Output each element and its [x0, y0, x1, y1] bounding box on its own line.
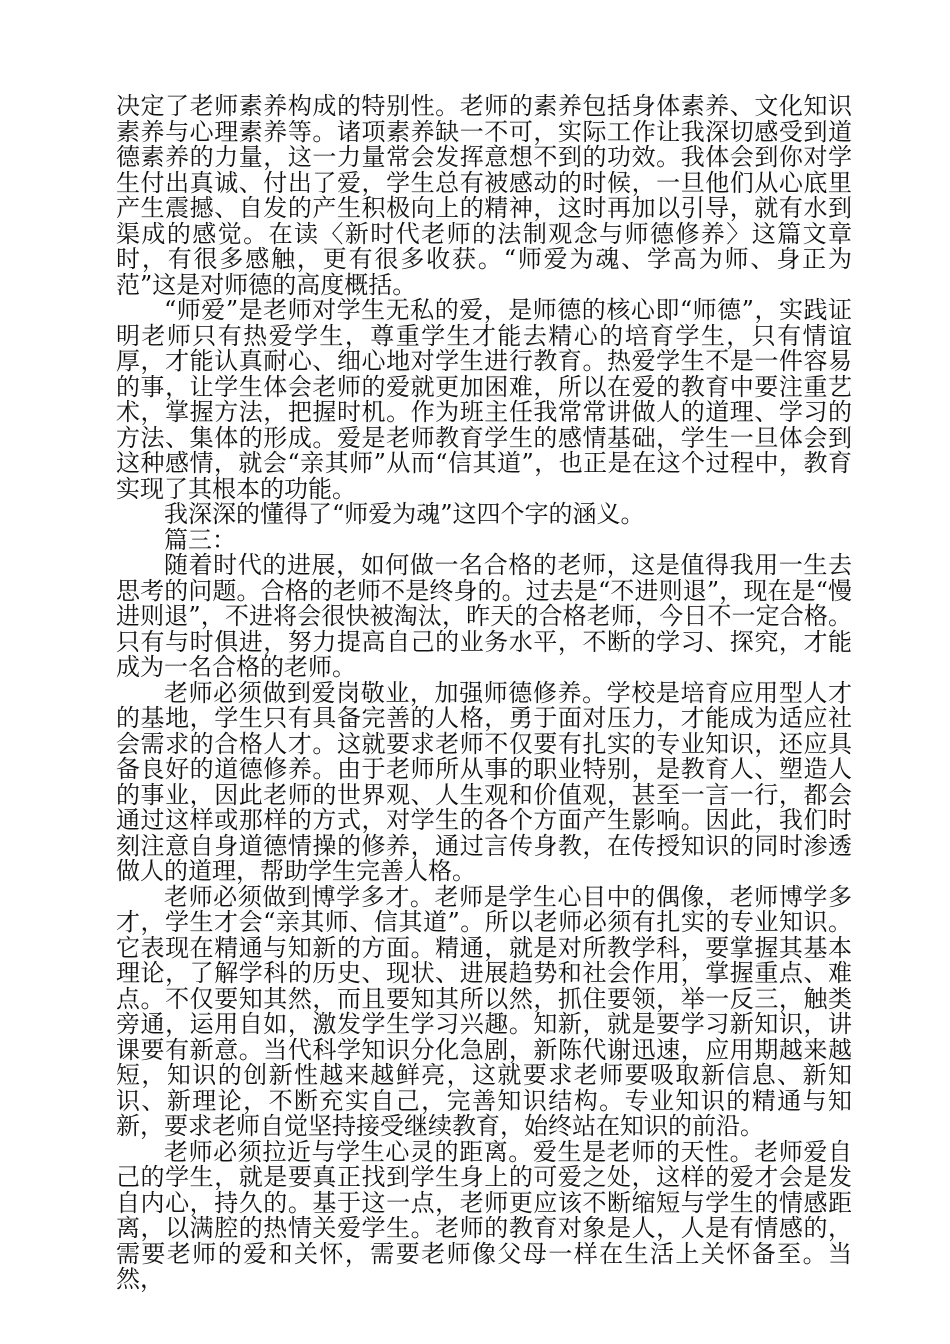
paragraph-knowledge: 老师必须做到博学多才。老师是学生心目中的偶像，老师博学多才，学生才会“亲其师、信其道”。所以老师必须有扎实的专业知识。它表现在精通与知新的方面。精通，就是对所教学科，要掌握其基本理论，了解学科的历史、现状、进展趋势和社会作用，掌握重点、难点。不仅要知其然，而且要知其所以然，抓住要领，举一反三，触类旁通，运用自如，激发学生学习兴趣。知新，就是要学习新知识，讲课要有新意。当代科学知识分化急剧，新陈代谢迅速，应用期越来越短，知识的创新性越来越鲜亮，这就要求老师要吸取新信息、新知识、新理论，不断充实自己，完善知识结构。专业知识的精通与知新，要求老师自觉坚持接受继续教育，始终站在知识的前沿。	[116, 882, 852, 1140]
paragraph-continuation: 决定了老师素养构成的特别性。老师的素养包括身体素养、文化知识素养与心理素养等。诸项素养缺一不可，实际工作让我深切感受到道德素养的力量，这一力量常会发挥意想不到的功效。我体会到你对学生付出真诚、付出了爱，学生总有被感动的时候，一旦他们从心底里产生震撼、自发的产生积极向上的精神，这时再加以引导，就有水到渠成的感觉。在读〈新时代老师的法制观念与师德修养〉这篇文章时，有很多感触，更有很多收获。“师爱为魂、学高为师、身正为范”这是对师德的高度概括。	[116, 92, 852, 299]
document-page	[116, 94, 852, 1293]
paragraph-dedication: 老师必须做到爱岗敬业，加强师德修养。学校是培育应用型人才的基地，学生只有具备完善的人格，勇于面对压力，才能成为适应社会需求的合格人才。这就要求老师不仅要有扎实的专业知识，还应具备良好的道德修养。由于老师所从事的职业特别，是教育人、塑造人的事业，因此老师的世界观、人生观和价值观，甚至一言一行，都会通过这样或那样的方式，对学生的各个方面产生影响。因此，我们时刻注意自身道德情操的修养，通过言传身教，在传授知识的同时渗透做人的道理，帮助学生完善人格。	[116, 678, 852, 885]
paragraph-teacher-love: “师爱”是老师对学生无私的爱，是师德的核心即“师德”，实践证明老师只有热爱学生，尊重学生才能去精心的培育学生，只有情谊厚，才能认真耐心、细心地对学生进行教育。热爱学生不是一件容易的事，让学生体会老师的爱就更加困难，所以在爱的教育中要注重艺术，掌握方法，把握时机。作为班主任我常常讲做人的道理、学习的方法、集体的形成。爱是老师教育学生的感情基础，学生一旦体会到这种感情，就会“亲其师”从而“信其道”，也正是在这个过程中，教育实现了其根本的功能。	[116, 296, 852, 503]
paragraph-closeness: 老师必须拉近与学生心灵的距离。爱生是老师的天性。老师爱自己的学生，就是要真正找到学生身上的可爱之处，这样的爱才会是发自内心，持久的。基于这一点，老师更应该不断缩短与学生的情感距离，以满腔的热情关爱学生。老师的教育对象是人，人是有情感的，需要老师的爱和关怀，需要老师像父母一样在生活上关怀备至。当然，	[116, 1137, 852, 1293]
section-heading-part-three: 篇三：	[164, 525, 236, 554]
paragraph-qualified-teacher: 随着时代的进展，如何做一名合格的老师，这是值得我用一生去思考的问题。合格的老师不是终身的。过去是“不进则退”，现在是“慢进则退”，不进将会很快被淘汰，昨天的合格老师，今日不一定合格。只有与时俱进，努力提高自己的业务水平，不断的学习、探究，才能成为一名合格的老师。	[116, 551, 852, 681]
paragraph-meaning: 我深深的懂得了“师爱为魂”这四个字的涵义。	[164, 500, 645, 528]
